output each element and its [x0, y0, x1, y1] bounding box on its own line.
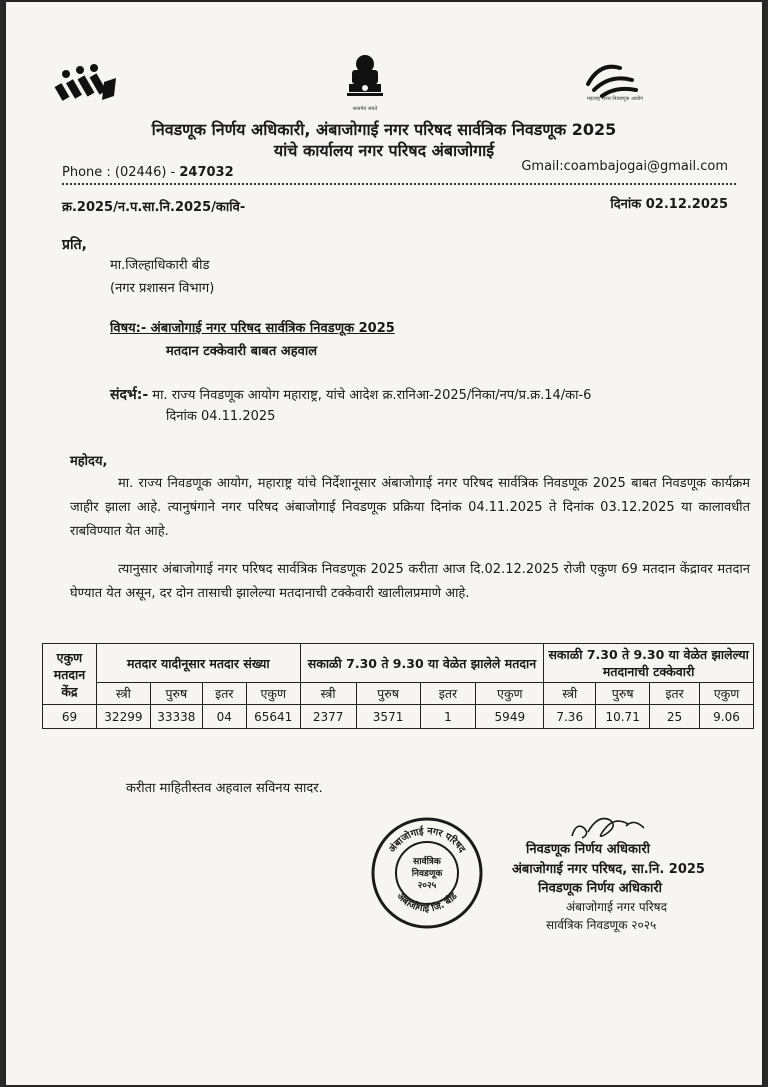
sub-header-total: एकुण [700, 683, 754, 705]
sub-header-other: इतर [650, 683, 700, 705]
letter-date: दिनांक 02.12.2025 [610, 197, 728, 212]
signatory-office: अंबाजोगाई नगर परिषद, सा.नि. 2025 [512, 862, 705, 877]
reference-line1 [110, 385, 591, 404]
signatory-stamp-line1: निवडणूक निर्णय अधिकारी [538, 881, 663, 896]
cell-voters-other: 04 [202, 705, 246, 729]
seal-bottom-text: अंबाजोगाई जि. बीड [394, 890, 460, 915]
cell-percent-other: 25 [650, 705, 700, 729]
sub-header-female: स्त्री [544, 683, 596, 705]
sub-header-male: पुरुष [356, 683, 420, 705]
cell-polled-total: 5949 [476, 705, 544, 729]
phone-line [62, 165, 234, 180]
sub-header-male: पुरुष [150, 683, 202, 705]
election-logo-icon [54, 62, 120, 106]
cell-voters-female: 32299 [96, 705, 150, 729]
signatory-designation: निवडणूक निर्णय अधिकारी [526, 842, 651, 857]
sub-header-other: इतर [420, 683, 476, 705]
sub-header-total: एकुण [476, 683, 544, 705]
header-divider [62, 183, 736, 185]
body-paragraph-2: त्यानुसार अंबाजोगाई नगर परिषद सार्वत्रिक निवडणूक 2025 करीता आज दि.02.12.2025 रोजी एकुण 69 मतदान केंद्रावर मतदान घेण्यात येत असून, दर दोन तासाची झालेल्या मतदानाची टक्केवारी खालीलप्रमाणे आहे. [70, 562, 750, 601]
group-header-percent: सकाळी 7.30 ते 9.30 या वेळेत झालेल्या मतदानाची टक्केवारी [544, 644, 754, 683]
cell-voters-male: 33338 [150, 705, 202, 729]
table-row [43, 705, 754, 729]
emblem-motto: सत्यमेव जयते [352, 106, 378, 112]
office-title: निवडणूक निर्णय अधिकारी, अंबाजोगाई नगर परिषद सार्वत्रिक निवडणूक 2025 [151, 120, 617, 139]
office-seal-stamp [370, 816, 484, 930]
seal-center-line2: निवडणूक [411, 869, 443, 879]
recipient-prefix: प्रति, [62, 237, 87, 253]
group-header-polled: सकाळी 7.30 ते 9.30 या वेळेत झालेले मतदान [300, 644, 544, 683]
col-header-centers: एकुण मतदान केंद्र [43, 644, 97, 705]
sub-header-total: एकुण [246, 683, 300, 705]
svg-text:अंबाजोगाई जि. बीड [394, 890, 460, 914]
reference-label: संदर्भ:- [110, 387, 149, 403]
sec-maharashtra-logo-icon [580, 54, 640, 100]
seal-center-line1: सार्वत्रिक [413, 857, 441, 867]
letterhead-logos [6, 48, 762, 112]
closing-line: करीता माहितीस्तव अहवाल सविनय सादर. [126, 781, 323, 796]
svg-text:अंबाजोगाई नगर परिषद [386, 825, 468, 856]
reference-line2: दिनांक 04.11.2025 [166, 409, 276, 424]
office-subtitle: यांचे कार्यालय नगर परिषद अंबाजोगाई [273, 141, 495, 160]
sub-header-female: स्त्री [300, 683, 356, 705]
cell-polled-male: 3571 [356, 705, 420, 729]
subject-line1: विषय:- अंबाजोगाई नगर परिषद सार्वत्रिक निवडणूक 2025 [110, 321, 395, 336]
salutation: महोदय, [70, 454, 108, 469]
cell-centers: 69 [43, 705, 97, 729]
recipient-line2: (नगर प्रशासन विभाग) [110, 281, 215, 296]
recipient-line1: मा.जिल्हाधिकारी बीड [110, 258, 210, 273]
seal-ring-text: अंबाजोगाई नगर परिषद [386, 825, 468, 855]
cell-percent-male: 10.71 [596, 705, 650, 729]
cell-percent-total: 9.06 [700, 705, 754, 729]
phone-number: 247032 [179, 165, 234, 180]
logo-tagline: महाराष्ट्र राज्य निवडणूक आयोग [586, 96, 644, 102]
email-address: Gmail:coambajogai@gmail.com [521, 159, 728, 174]
cell-percent-female: 7.36 [544, 705, 596, 729]
body-paragraph-1: मा. राज्य निवडणूक आयोग, महाराष्ट्र यांचे निर्देशानूसार अंबाजोगाई नगर परिषद सार्वत्रिक निवडणूक 2025 बाबत निवडणूक कार्यक्रम जाहीर झाला आहे. त्यानुषंगाने नगर परिषद अंबाजोगाई निवडणूक प्रक्रिया दिनांक 04.11.2025 ते दिनांक 03.12.2025 या कालावधीत राबविण्यात येत आहे. [70, 476, 750, 539]
reference-text: मा. राज्य निवडणूक आयोग महाराष्ट्र, यांचे आदेश क्र.रानिआ-2025/निका/नप/प्र.क्र.14/का-6 [148, 388, 592, 403]
letter-page [6, 2, 762, 1085]
sub-header-other: इतर [202, 683, 246, 705]
cell-polled-other: 1 [420, 705, 476, 729]
cell-voters-total: 65641 [246, 705, 300, 729]
subject-line2: मतदान टक्केवारी बाबत अहवाल [166, 344, 318, 359]
reference-number: क्र.2025/न.प.सा.नि.2025/कावि- [62, 200, 246, 215]
cell-polled-female: 2377 [300, 705, 356, 729]
phone-label: Phone : (02446) - [62, 165, 180, 180]
turnout-table [42, 643, 754, 729]
signatory-stamp-line3: सार्वत्रिक निवडणूक २०२५ [546, 918, 657, 932]
sub-header-male: पुरुष [596, 683, 650, 705]
national-emblem-icon [342, 52, 388, 106]
group-header-voters: मतदार यादीनूसार मतदार संख्या [96, 644, 300, 683]
signatory-stamp-line2: अंबाजोगाई नगर परिषद [566, 900, 667, 914]
sub-header-female: स्त्री [96, 683, 150, 705]
seal-center-line3: २०२५ [417, 881, 437, 891]
